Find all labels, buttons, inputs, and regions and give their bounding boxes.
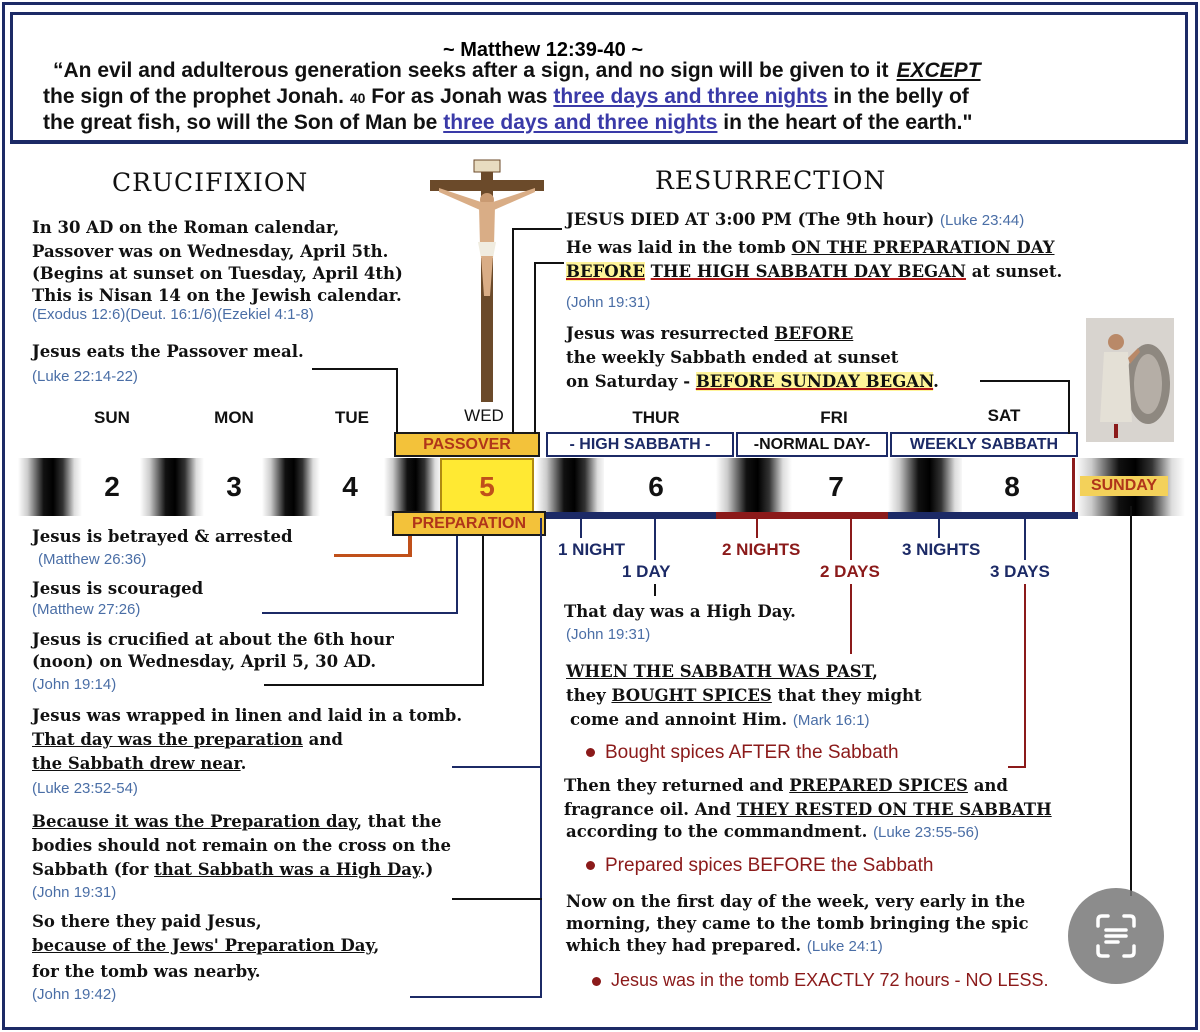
tick-2-nights: [756, 518, 758, 538]
date-2: 2: [104, 471, 120, 502]
bullet-72-hours: Jesus was in the tomb EXACTLY 72 hours - NO LESS.: [592, 970, 1049, 991]
tick-1-night: [580, 518, 582, 538]
connector-scourged: [456, 536, 458, 614]
because-line-2: bodies should not remain on the cross on the: [32, 836, 451, 855]
three-days-link-2[interactable]: three days and three nights: [443, 111, 718, 134]
day-wed: WED: [464, 406, 504, 425]
intro-ref: (Exodus 12:6)(Deut. 16:1/6)(Ezekiel 4:1-8): [32, 306, 314, 323]
preparation-tag: PREPARATION: [392, 511, 546, 536]
connector-crucified: [264, 684, 484, 686]
bullet-prepared-spices: Prepared spices BEFORE the Sabbath: [586, 855, 933, 877]
scourged-text: Jesus is scouraged: [32, 579, 204, 598]
text-scan-button[interactable]: [1068, 888, 1164, 984]
three-days-link-1[interactable]: three days and three nights: [553, 85, 828, 108]
night-shade: [262, 458, 320, 516]
date-7: 7: [828, 471, 844, 502]
night-shade: [536, 458, 606, 516]
count-1-night: 1 NIGHT: [558, 540, 626, 559]
betrayed-ref: (Matthew 26:36): [38, 551, 147, 568]
text-scan-icon: [1068, 888, 1164, 984]
past-line-1: WHEN THE SABBATH WAS PAST,: [566, 662, 878, 681]
weekly-sabbath-tag: WEEKLY SABBATH: [890, 432, 1078, 457]
connector-sunday: [1130, 506, 1132, 896]
day-mon: MON: [214, 408, 254, 427]
connector-paid: [410, 996, 542, 998]
laid-line-2: BEFORE THE HIGH SABBATH DAY BEGAN at sunset.: [566, 262, 1063, 281]
wrapped-ref: (Luke 23:52-54): [32, 780, 138, 797]
wrapped-line-2: That day was the preparation and: [32, 730, 343, 749]
res-line-2: the weekly Sabbath ended at sunset: [566, 348, 899, 367]
bullet-dot: [586, 861, 595, 870]
connector-laid: [534, 262, 564, 264]
past-line-2: they BOUGHT SPICES that they might: [566, 686, 922, 705]
scripture-line-2: the sign of the prophet Jonah. 40 For as Jonah was three days and three nights in the belly of: [43, 85, 969, 108]
paid-line-2: because of the Jews' Preparation Day,: [32, 936, 380, 955]
friday-band: [716, 512, 888, 519]
day-tue: TUE: [335, 408, 369, 427]
resurrection-heading: RESURRECTION: [655, 166, 887, 195]
risen-jesus-icon: [1086, 318, 1174, 442]
meal-text: Jesus eats the Passover meal.: [32, 342, 304, 361]
scripture-line-3: the great fish, so will the Son of Man be three days and three nights in the heart of the earth.": [43, 111, 973, 134]
intro-line-4: This is Nisan 14 on the Jewish calendar.: [32, 286, 402, 305]
wrapped-line-3: the Sabbath drew near.: [32, 754, 247, 773]
highday-text: That day was a High Day.: [564, 602, 796, 621]
because-line-1: Because it was the Preparation day, that the: [32, 812, 442, 831]
bullet-dot: [586, 748, 595, 757]
meal-ref: (Luke 22:14-22): [32, 368, 138, 385]
intro-line-1: In 30 AD on the Roman calendar,: [32, 218, 340, 237]
scripture-header: [10, 12, 1188, 144]
tick-1-day: [654, 518, 656, 560]
intro-line-2: Passover was on Wednesday, April 5th.: [32, 242, 389, 261]
count-3-days: 3 DAYS: [990, 562, 1050, 581]
wrapped-line-1: Jesus was wrapped in linen and laid in a tomb.: [32, 706, 463, 725]
paid-ref: (John 19:42): [32, 986, 117, 1003]
date-8: 8: [1004, 471, 1020, 502]
day-sun: SUN: [94, 408, 130, 427]
betrayed-text: Jesus is betrayed & arrested: [32, 527, 293, 546]
except-emphasis: EXCEPT: [896, 59, 981, 82]
date-4: 4: [342, 471, 358, 502]
connector-died: [512, 228, 514, 434]
connector-betrayed: [334, 554, 412, 557]
night-shade: [384, 458, 442, 516]
thursday-band: [540, 512, 720, 519]
scripture-reference: ~ Matthew 12:39-40 ~: [442, 39, 644, 61]
night-shade: [716, 458, 792, 516]
crucifixion-heading: CRUCIFIXION: [112, 168, 309, 197]
sunday-label: SUNDAY: [1080, 476, 1168, 496]
past-line-3: come and annoint Him. (Mark 16:1): [570, 710, 870, 729]
date-5: 5: [479, 471, 495, 502]
count-3-nights: 3 NIGHTS: [902, 540, 981, 559]
connector-meal: [396, 368, 398, 434]
count-2-nights: 2 NIGHTS: [722, 540, 801, 559]
connector-bought: [1008, 766, 1026, 768]
connector-resurrection: [980, 380, 1070, 382]
laid-ref: (John 19:31): [566, 294, 651, 311]
count-1-day: 1 DAY: [622, 562, 671, 581]
died-text: JESUS DIED AT 3:00 PM (The 9th hour) (Luke 23:44): [566, 210, 1025, 229]
night-shade: [18, 458, 82, 516]
connector-died: [512, 228, 562, 230]
tick-3-days: [1024, 518, 1026, 560]
connector-scourged: [262, 612, 458, 614]
connector-meal: [312, 368, 398, 370]
crucified-line-2: (noon) on Wednesday, April 5, 30 AD.: [32, 652, 377, 671]
connector-betrayed: [408, 536, 412, 556]
day-thur: THUR: [632, 408, 680, 427]
laid-line-1: He was laid in the tomb ON THE PREPARATION DAY: [566, 238, 1055, 257]
connector-wrapped: [452, 766, 542, 768]
crucified-ref: (John 19:14): [32, 676, 117, 693]
res-line-3: on Saturday - BEFORE SUNDAY BEGAN.: [566, 372, 939, 391]
day-sat: SAT: [987, 406, 1021, 425]
day-fri: FRI: [820, 408, 848, 427]
connector-bought: [1024, 584, 1026, 768]
first-day-line-2: morning, they came to the tomb bringing the spic: [566, 914, 1029, 933]
passover-tag: PASSOVER: [394, 432, 540, 457]
tick-high-day: [654, 584, 656, 596]
count-2-days: 2 DAYS: [820, 562, 880, 581]
paid-line-1: So there they paid Jesus,: [32, 912, 262, 931]
saturday-band: [888, 512, 1078, 519]
intro-line-3: (Begins at sunset on Tuesday, April 4th): [32, 264, 403, 283]
night-shade: [140, 458, 204, 516]
verse-number: 40: [349, 90, 366, 106]
because-ref: (John 19:31): [32, 884, 117, 901]
connector-laid: [534, 262, 536, 434]
paid-line-3: for the tomb was nearby.: [32, 962, 261, 981]
normal-day-tag: -NORMAL DAY-: [736, 432, 888, 457]
connector-because: [452, 898, 542, 900]
bullet-dot: [592, 977, 601, 986]
crucified-line-1: Jesus is crucified at about the 6th hour: [32, 630, 394, 649]
first-day-line-1: Now on the first day of the week, very early in the: [566, 892, 1026, 911]
tick-3-nights: [938, 518, 940, 538]
connector-crucified: [482, 536, 484, 684]
connector-tomb: [540, 518, 542, 998]
scripture-line-1: “An evil and adulterous generation seeks after a sign, and no sign will be given to it EXCEPT: [53, 59, 981, 82]
date-6: 6: [648, 471, 664, 502]
returned-line-2: fragrance oil. And THEY RESTED ON THE SABBATH: [564, 800, 1052, 819]
returned-line-1: Then they returned and PREPARED SPICES and: [564, 776, 1008, 795]
bullet-bought-spices: Bought spices AFTER the Sabbath: [586, 742, 899, 764]
highday-ref: (John 19:31): [566, 626, 651, 643]
res-line-1: Jesus was resurrected BEFORE: [566, 324, 854, 343]
tick-2-days: [850, 518, 852, 560]
high-sabbath-tag: - HIGH SABBATH -: [546, 432, 734, 457]
night-shade: [888, 458, 964, 516]
crucifix-icon: [424, 150, 548, 402]
connector-sabbath-past: [850, 584, 852, 654]
date-3: 3: [226, 471, 242, 502]
because-line-3: Sabbath (for that Sabbath was a High Day.): [32, 860, 434, 879]
scourged-ref: (Matthew 27:26): [32, 601, 141, 618]
connector-resurrection: [1068, 380, 1070, 434]
returned-line-3: according to the commandment. (Luke 23:55-56): [566, 822, 979, 841]
first-day-line-3: which they had prepared. (Luke 24:1): [566, 936, 883, 955]
